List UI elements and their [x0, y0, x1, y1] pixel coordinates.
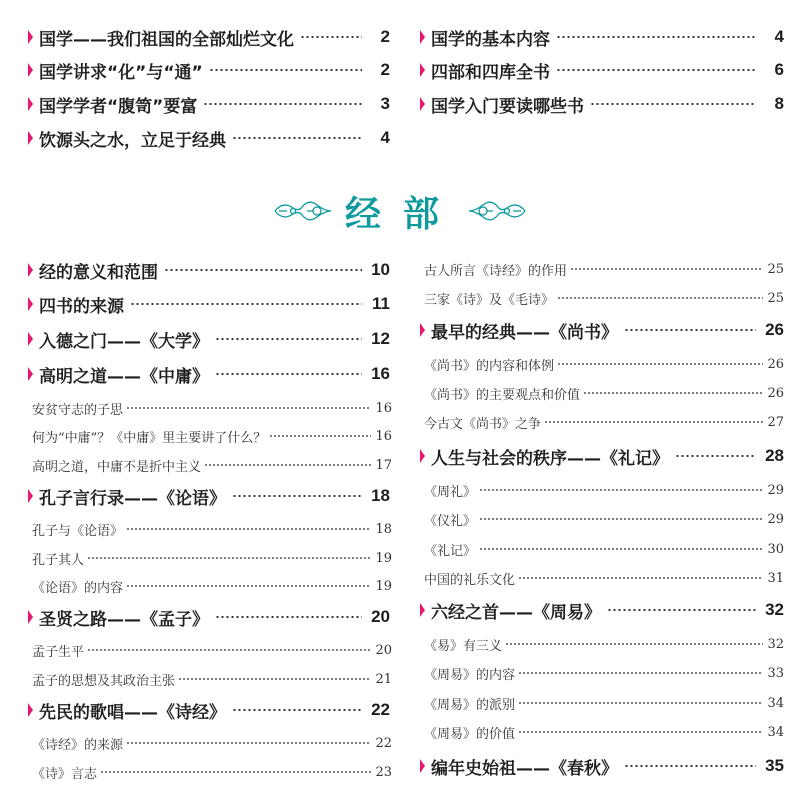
- toc-subentry[interactable]: [424, 722, 784, 742]
- toc-subentry-page: 26: [767, 356, 784, 372]
- leader-dots: [570, 268, 763, 270]
- toc-subentry[interactable]: [424, 354, 784, 374]
- toc-entry-title: 饮源头之水，立足于经典: [39, 130, 226, 151]
- toc-entry-title: 国学的基本内容: [431, 29, 550, 50]
- toc-entry[interactable]: [420, 92, 784, 116]
- leader-dots: [126, 407, 371, 409]
- toc-subentry-page: 16: [375, 428, 392, 444]
- chevron-marker-icon: [420, 323, 428, 337]
- toc-entry-title: 圣贤之路——《孟子》: [39, 609, 209, 630]
- chevron-marker-icon: [420, 30, 428, 44]
- leader-dots: [126, 585, 371, 587]
- toc-entry-title: 国学学者“腹笥”要富: [39, 96, 198, 117]
- toc-subentry[interactable]: [32, 576, 392, 596]
- toc-subentry-page: 20: [375, 642, 392, 658]
- toc-entry-page: 6: [774, 60, 784, 79]
- toc-entry-title: 四书的来源: [39, 296, 124, 317]
- toc-subentry-title: 《周易》的派别: [424, 697, 516, 713]
- toc-entry-page: 28: [765, 446, 784, 465]
- toc-subentry-title: 《礼记》: [424, 543, 477, 559]
- leader-dots: [130, 303, 362, 305]
- toc-subentry[interactable]: [424, 509, 784, 529]
- scroll-ornament-icon: [273, 196, 333, 226]
- toc-entry-page: 18: [371, 486, 390, 505]
- chevron-marker-icon: [28, 297, 36, 311]
- toc-subentry-title: 中国的礼乐文化: [424, 572, 516, 588]
- toc-entry-page: 4: [774, 27, 784, 46]
- chevron-marker-icon: [28, 131, 36, 145]
- toc-subentry-page: 21: [375, 671, 392, 687]
- leader-dots: [126, 528, 371, 530]
- toc-subentry-page: 25: [767, 290, 784, 306]
- leader-dots: [87, 649, 371, 651]
- toc-subentry-page: 18: [375, 521, 392, 537]
- chevron-marker-icon: [420, 97, 428, 111]
- toc-subentry-page: 23: [375, 764, 392, 780]
- toc-subentry-title: 《周易》的内容: [424, 667, 516, 683]
- toc-entry[interactable]: [28, 484, 390, 508]
- toc-subentry-page: 27: [767, 414, 784, 430]
- leader-dots: [556, 69, 756, 71]
- chevron-marker-icon: [28, 703, 36, 717]
- leader-dots: [269, 435, 371, 437]
- leader-dots: [178, 678, 371, 680]
- toc-subentry-page: 31: [767, 570, 784, 586]
- toc-entry-title: 高明之道——《中庸》: [39, 366, 209, 387]
- leader-dots: [479, 548, 763, 550]
- toc-entry-page: 8: [774, 94, 784, 113]
- leader-dots: [209, 69, 362, 71]
- leader-dots: [557, 363, 763, 365]
- toc-entry[interactable]: [420, 444, 784, 468]
- toc-entry-page: 12: [371, 329, 390, 348]
- toc-subentry[interactable]: [32, 640, 392, 660]
- toc-entry-title: 经的意义和范围: [39, 262, 158, 283]
- leader-dots: [675, 455, 756, 457]
- toc-subentry-page: 25: [767, 261, 784, 277]
- toc-subentry-title: 《论语》的内容: [32, 580, 124, 596]
- toc-entry-page: 3: [380, 94, 390, 113]
- toc-subentry-title: 《易》有三义: [424, 638, 503, 654]
- toc-subentry[interactable]: [32, 733, 392, 753]
- chevron-marker-icon: [28, 263, 36, 277]
- toc-entry[interactable]: [420, 58, 784, 82]
- toc-subentry[interactable]: [424, 568, 784, 588]
- toc-subentry-page: 33: [767, 665, 784, 681]
- toc-subentry[interactable]: [424, 634, 784, 654]
- toc-subentry-title: 《尚书》的内容和体例: [424, 358, 555, 374]
- toc-entry[interactable]: [28, 258, 390, 282]
- toc-entry-page: 32: [765, 600, 784, 619]
- section-header: [0, 186, 800, 236]
- leader-dots: [557, 297, 763, 299]
- toc-entry-page: 20: [371, 607, 390, 626]
- chevron-marker-icon: [28, 63, 36, 77]
- leader-dots: [518, 731, 763, 733]
- toc-subentry-title: 孔子与《论语》: [32, 523, 124, 539]
- toc-entry-title: 先民的歌唱——《诗经》: [39, 702, 226, 723]
- toc-subentry[interactable]: [424, 539, 784, 559]
- section-title: 经部: [344, 192, 461, 235]
- chevron-marker-icon: [28, 332, 36, 346]
- chevron-marker-icon: [420, 63, 428, 77]
- toc-entry-page: 26: [765, 320, 784, 339]
- leader-dots: [215, 373, 362, 375]
- toc-subentry-page: 17: [375, 457, 392, 473]
- toc-subentry-title: 何为“中庸”？《中庸》里主要讲了什么？: [32, 430, 267, 446]
- scroll-ornament-icon: [467, 196, 527, 226]
- toc-entry[interactable]: [28, 605, 390, 629]
- leader-dots: [624, 765, 756, 767]
- leader-dots: [215, 616, 362, 618]
- toc-subentry[interactable]: [32, 519, 392, 539]
- toc-subentry-title: 《仪礼》: [424, 513, 477, 529]
- toc-entry-title: 人生与社会的秩序——《礼记》: [431, 448, 669, 469]
- leader-dots: [203, 103, 362, 105]
- leader-dots: [126, 742, 371, 744]
- leader-dots: [518, 672, 763, 674]
- toc-subentry[interactable]: [424, 259, 784, 279]
- toc-entry[interactable]: [28, 327, 390, 351]
- leader-dots: [505, 643, 763, 645]
- leader-dots: [215, 338, 362, 340]
- toc-subentry-page: 26: [767, 385, 784, 401]
- toc-subentry-page: 19: [375, 550, 392, 566]
- toc-entry-page: 11: [372, 294, 390, 313]
- toc-subentry[interactable]: [32, 548, 392, 568]
- toc-subentry-title: 《尚书》的主要观点和价值: [424, 387, 581, 403]
- toc-entry-title: 最早的经典——《尚书》: [431, 322, 618, 343]
- toc-subentry-title: 《诗经》的来源: [32, 737, 124, 753]
- toc-entry-title: 四部和四库全书: [431, 62, 550, 83]
- leader-dots: [232, 137, 362, 139]
- toc-subentry[interactable]: [32, 426, 392, 446]
- toc-entry[interactable]: [28, 58, 390, 82]
- leader-dots: [87, 557, 371, 559]
- toc-subentry-page: 30: [767, 541, 784, 557]
- toc-entry-title: 国学讲求“化”与“通”: [39, 62, 203, 83]
- leader-dots: [300, 36, 362, 38]
- toc-entry[interactable]: [420, 754, 784, 778]
- toc-entry-page: 16: [371, 364, 390, 383]
- toc-entry-title: 孔子言行录——《论语》: [39, 488, 226, 509]
- leader-dots: [607, 609, 756, 611]
- toc-entry-page: 2: [380, 27, 390, 46]
- chevron-marker-icon: [28, 97, 36, 111]
- toc-entry[interactable]: [28, 698, 390, 722]
- toc-subentry-page: 32: [767, 636, 784, 652]
- toc-entry[interactable]: [420, 598, 784, 622]
- leader-dots: [232, 709, 362, 711]
- toc-subentry-page: 34: [767, 724, 784, 740]
- leader-dots: [479, 518, 763, 520]
- chevron-marker-icon: [28, 489, 36, 503]
- toc-subentry[interactable]: [424, 480, 784, 500]
- toc-subentry[interactable]: [424, 383, 784, 403]
- leader-dots: [164, 269, 362, 271]
- toc-subentry-page: 29: [767, 511, 784, 527]
- toc-entry[interactable]: [28, 126, 390, 150]
- toc-subentry[interactable]: [424, 412, 784, 432]
- toc-entry[interactable]: [28, 362, 390, 386]
- chevron-marker-icon: [420, 759, 428, 773]
- leader-dots: [232, 495, 362, 497]
- toc-subentry-page: 22: [375, 735, 392, 751]
- toc-subentry-title: 孟子的思想及其政治主张: [32, 673, 176, 689]
- leader-dots: [100, 771, 371, 773]
- toc-subentry-title: 今古文《尚书》之争: [424, 416, 542, 432]
- chevron-marker-icon: [28, 610, 36, 624]
- toc-subentry[interactable]: [32, 762, 392, 782]
- leader-dots: [583, 392, 763, 394]
- toc-entry-title: 六经之首——《周易》: [431, 602, 601, 623]
- leader-dots: [518, 577, 763, 579]
- toc-subentry-title: 孟子生平: [32, 644, 85, 660]
- toc-subentry-title: 安贫守志的子思: [32, 402, 124, 418]
- toc-subentry-page: 19: [375, 578, 392, 594]
- chevron-marker-icon: [420, 449, 428, 463]
- toc-subentry-title: 《周易》的价值: [424, 726, 516, 742]
- toc-entry[interactable]: [420, 318, 784, 342]
- toc-subentry-title: 高明之道，中庸不是折中主义: [32, 459, 202, 475]
- toc-subentry-title: 三家《诗》及《毛诗》: [424, 292, 555, 308]
- leader-dots: [556, 36, 756, 38]
- toc-subentry-title: 古人所言《诗经》的作用: [424, 263, 568, 279]
- toc-entry-page: 35: [765, 756, 784, 775]
- toc-entry[interactable]: [420, 25, 784, 49]
- toc-entry[interactable]: [28, 25, 390, 49]
- toc-entry[interactable]: [28, 92, 390, 116]
- toc-subentry[interactable]: [424, 693, 784, 713]
- toc-subentry-page: 16: [375, 400, 392, 416]
- toc-subentry-title: 孔子其人: [32, 552, 85, 568]
- toc-subentry-title: 《诗》言志: [32, 766, 98, 782]
- toc-subentry[interactable]: [424, 288, 784, 308]
- toc-entry-page: 22: [371, 700, 390, 719]
- toc-entry[interactable]: [28, 292, 390, 316]
- toc-subentry[interactable]: [32, 398, 392, 418]
- leader-dots: [518, 702, 763, 704]
- toc-entry-title: 国学入门要读哪些书: [431, 96, 584, 117]
- toc-entry-page: 10: [371, 260, 390, 279]
- chevron-marker-icon: [420, 603, 428, 617]
- leader-dots: [204, 464, 371, 466]
- toc-entry-page: 2: [380, 60, 390, 79]
- chevron-marker-icon: [28, 367, 36, 381]
- toc-subentry[interactable]: [32, 455, 392, 475]
- toc-entry-title: 入德之门——《大学》: [39, 331, 209, 352]
- chevron-marker-icon: [28, 30, 36, 44]
- leader-dots: [590, 103, 756, 105]
- toc-entry-title: 编年史始祖——《春秋》: [431, 758, 618, 779]
- toc-subentry[interactable]: [424, 663, 784, 683]
- toc-entry-title: 国学——我们祖国的全部灿烂文化: [39, 29, 294, 50]
- toc-subentry-title: 《周礼》: [424, 484, 477, 500]
- toc-subentry-page: 29: [767, 482, 784, 498]
- toc-subentry[interactable]: [32, 669, 392, 689]
- toc-entry-page: 4: [380, 128, 390, 147]
- leader-dots: [624, 329, 756, 331]
- leader-dots: [544, 421, 763, 423]
- leader-dots: [479, 489, 763, 491]
- toc-subentry-page: 34: [767, 695, 784, 711]
